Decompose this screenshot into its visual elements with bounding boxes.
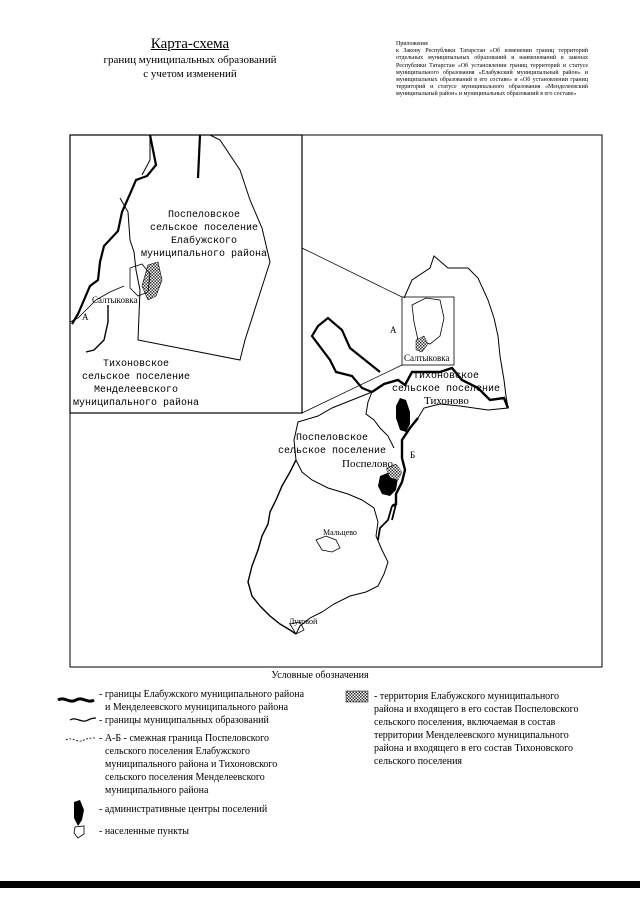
pospelovo-east-boundary xyxy=(378,504,396,540)
legend-item-admin-center: - административные центры поселений xyxy=(99,804,268,815)
district-boundary xyxy=(312,318,380,392)
inset-label-pospelovo-4: муниципального района xyxy=(140,249,268,260)
inset-label-saltykovka: Салтыковка xyxy=(92,295,138,305)
map-label-pospelovo-1: Поспеловское xyxy=(295,433,369,444)
map-label-tikhonovo-center: Тихоново xyxy=(424,395,469,407)
legend-symbol-district-boundary xyxy=(58,699,94,701)
pospelovo-settlement-boundary xyxy=(294,392,394,634)
legend-item-territory-line5: района и входящего в его состав Тихоновского xyxy=(374,743,573,754)
legend-item-ab-line4: сельского поселения Менделеевского xyxy=(105,772,265,783)
legend-item-district-line1: - границы Елабужского муниципального района xyxy=(99,689,305,700)
legend-item-ab-line1: - А-Б - смежная граница Поспеловского xyxy=(99,733,269,744)
inset-label-pospelovo-3: Елабужского xyxy=(170,236,238,247)
inset-label-pospelovo-2: сельское поселение xyxy=(149,223,259,234)
appendix-body: к Закону Республики Татарстан «Об изменении границ территорий отдельных муниципальных образований и наименований в законах Республики Татарстан «Об установлении границ территорий и статусе муниципального образования «Елабужский муниципальный район» и муниципальных образований в его составе» и «Об установлении границ территорий и статусе муниципального образования «Менделеевский муниципальный район» и муниципальных образований в его составе» xyxy=(396,48,588,98)
inset-label-tikhonovo-3: Менделеевского xyxy=(93,385,179,396)
legend-item-ab-line5: муниципального района xyxy=(105,785,209,796)
legend-symbol-ab-boundary xyxy=(66,738,96,741)
map-label-pospelovo-2: сельское поселение xyxy=(277,446,387,457)
map-point-a: А xyxy=(390,325,397,335)
appendix-heading: Приложение xyxy=(396,41,429,47)
map-point-b: Б xyxy=(410,450,416,460)
legend-symbol-admin-center xyxy=(74,800,84,826)
legend-item-territory-line1: - территория Елабужского муниципального xyxy=(374,691,560,702)
pospelovo-west-boundary xyxy=(248,460,296,634)
inset-label-tikhonovo-2: сельское поселение xyxy=(81,372,191,383)
tikhonovo-admin-center xyxy=(396,398,410,432)
inset-point-a: А xyxy=(82,312,89,322)
inset-connector-top xyxy=(302,248,402,297)
legend-item-territory-line6: сельского поселения xyxy=(374,756,463,767)
map-label-pospelovo-center: Поспелово xyxy=(342,458,393,470)
legend-item-ab-line2: сельского поселения Елабужского xyxy=(105,746,251,757)
bottom-border-bar xyxy=(0,881,640,888)
maltsevo-settlement xyxy=(316,536,340,552)
legend-symbol-transferred-territory xyxy=(346,691,368,702)
legend-item-territory xyxy=(374,690,578,768)
legend-item-district xyxy=(99,688,304,714)
legend-item-territory-line3: сельского поселения, включаемая в состав xyxy=(374,717,556,728)
map-label-tikhonovo-2: сельское поселение xyxy=(391,384,501,395)
legend-title: Условные обозначения xyxy=(271,670,369,681)
inset-label-tikhonovo-4: муниципального района xyxy=(72,398,200,409)
map-label-saltykovka: Салтыковка xyxy=(404,353,450,363)
legend-item-ab xyxy=(99,732,277,797)
page-title: Карта-схема xyxy=(150,36,230,52)
legend-item-ab-line3: муниципального района и Тихоновского xyxy=(105,759,278,770)
legend-item-settlement: - населенные пункты xyxy=(99,826,189,837)
legend-symbol-settlement xyxy=(74,826,84,838)
page-subtitle-line2: с учетом изменений xyxy=(143,68,237,80)
legend-item-district-line2: и Менделеевского муниципального района xyxy=(105,702,289,713)
legend-item-municipal: - границы муниципальных образований xyxy=(99,715,269,726)
inset-connector-bottom xyxy=(302,365,402,413)
legend-symbol-municipal-boundary xyxy=(70,718,96,721)
legend-item-territory-line4: территории Менделеевского муниципального xyxy=(374,730,569,741)
page-subtitle-line1: границ муниципальных образований xyxy=(103,54,277,66)
map-label-lugovoy: Луговой xyxy=(289,617,318,626)
inset-label-pospelovo-1: Поспеловское xyxy=(167,210,241,221)
map-label-maltsevo: Мальцево xyxy=(323,528,357,537)
map-label-tikhonovo-1: Тихоновское xyxy=(412,371,480,382)
saltykovka-settlement xyxy=(412,298,444,344)
legend-item-territory-line2: района и входящего в его состав Поспеловского xyxy=(374,704,579,715)
inset-label-tikhonovo-1: Тихоновское xyxy=(102,359,170,370)
